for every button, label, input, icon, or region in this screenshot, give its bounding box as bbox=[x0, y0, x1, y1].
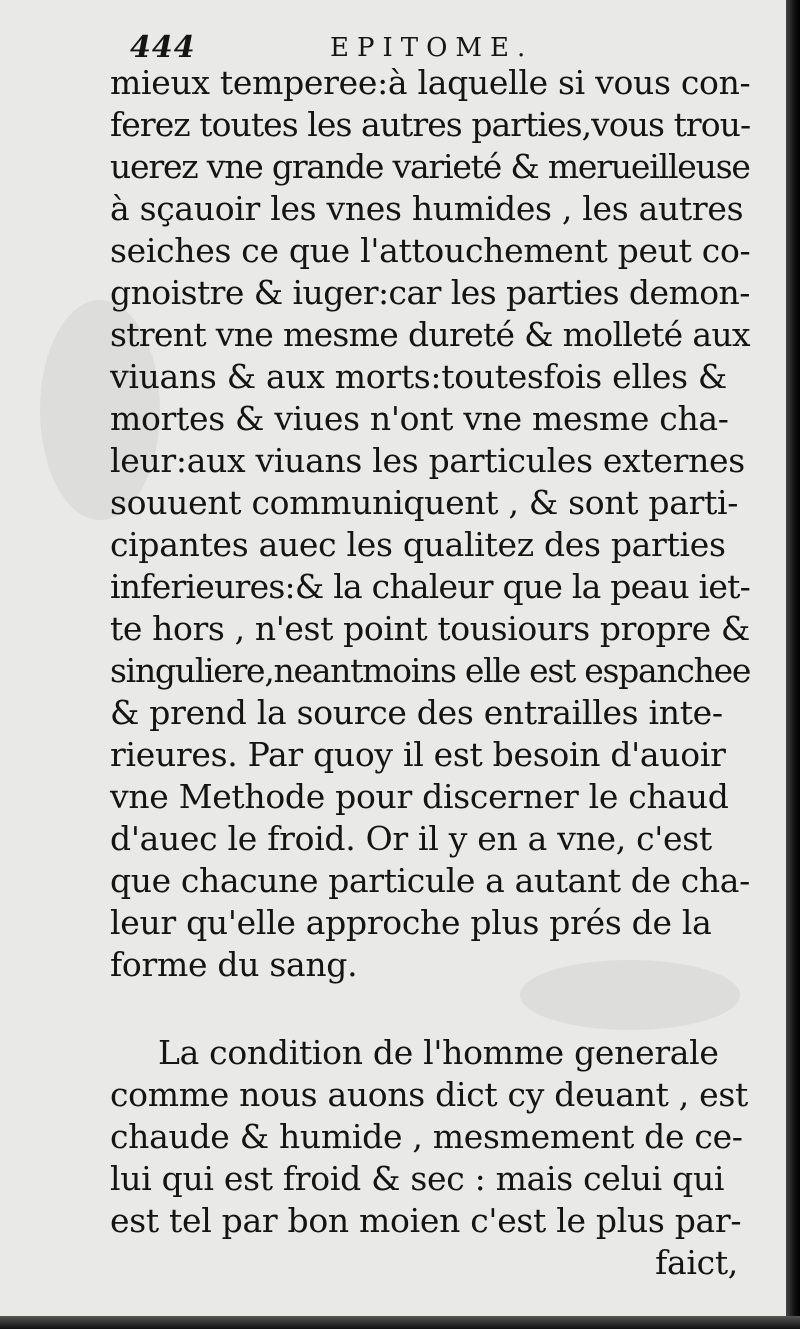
text-line: faict, bbox=[655, 1243, 738, 1282]
text-line: uerez vne grande varieté & merueilleuse bbox=[110, 147, 750, 186]
text-line: mieux temperee:à laquelle si vous con- bbox=[110, 63, 751, 102]
page-number: 444 bbox=[130, 30, 196, 65]
text-line: seiches ce que l'attouchement peut co- bbox=[110, 231, 751, 270]
text-line: comme nous auons dict cy deuant , est bbox=[110, 1075, 748, 1114]
text-line: strent vne mesme dureté & molleté aux bbox=[110, 315, 750, 354]
text-line: ferez toutes les autres parties,vous trou- bbox=[110, 105, 751, 144]
paragraph bbox=[110, 62, 750, 986]
text-line: singuliere,neantmoins elle est espanchee bbox=[110, 651, 751, 690]
text-line: La condition de l'homme generale bbox=[158, 1033, 719, 1072]
text-line: rieures. Par quoy il est besoin d'auoir bbox=[110, 735, 726, 774]
text-line: chaude & humide , mesmement de ce- bbox=[110, 1117, 743, 1156]
text-line: te hors , n'est point tousiours propre & bbox=[110, 609, 750, 648]
text-line: & prend la source des entrailles inte- bbox=[110, 693, 723, 732]
text-line: lui qui est froid & sec : mais celui qui bbox=[110, 1159, 725, 1198]
text-line: d'auec le froid. Or il y en a vne, c'est bbox=[110, 819, 712, 858]
text-line: leur qu'elle approche plus prés de la bbox=[110, 903, 712, 942]
text-line: mortes & viues n'ont vne mesme cha- bbox=[110, 399, 729, 438]
text-line: leur:aux viuans les particules externes bbox=[110, 441, 745, 480]
text-line: inferieures:& la chaleur que la peau iet- bbox=[110, 567, 750, 606]
text-line: souuent communiquent , & sont parti- bbox=[110, 483, 739, 522]
paragraph bbox=[110, 1032, 750, 1284]
text-line: à sçauoir les vnes humides , les autres bbox=[110, 189, 744, 228]
text-line: forme du sang. bbox=[110, 945, 358, 984]
running-head: EPITOME. bbox=[330, 33, 534, 63]
book-edge-shadow bbox=[0, 1316, 800, 1329]
text-line: cipantes auec les qualitez des parties bbox=[110, 525, 726, 564]
text-line: gnoistre & iuger:car les parties demon- bbox=[110, 273, 750, 312]
text-line: viuans & aux morts:toutesfois elles & bbox=[110, 357, 727, 396]
page-header bbox=[130, 30, 730, 64]
book-edge-shadow bbox=[786, 0, 800, 1329]
text-line: est tel par bon moien c'est le plus par- bbox=[110, 1201, 742, 1240]
text-line: vne Methode pour discerner le chaud bbox=[110, 777, 729, 816]
text-line: que chacune particule a autant de cha- bbox=[110, 861, 750, 900]
